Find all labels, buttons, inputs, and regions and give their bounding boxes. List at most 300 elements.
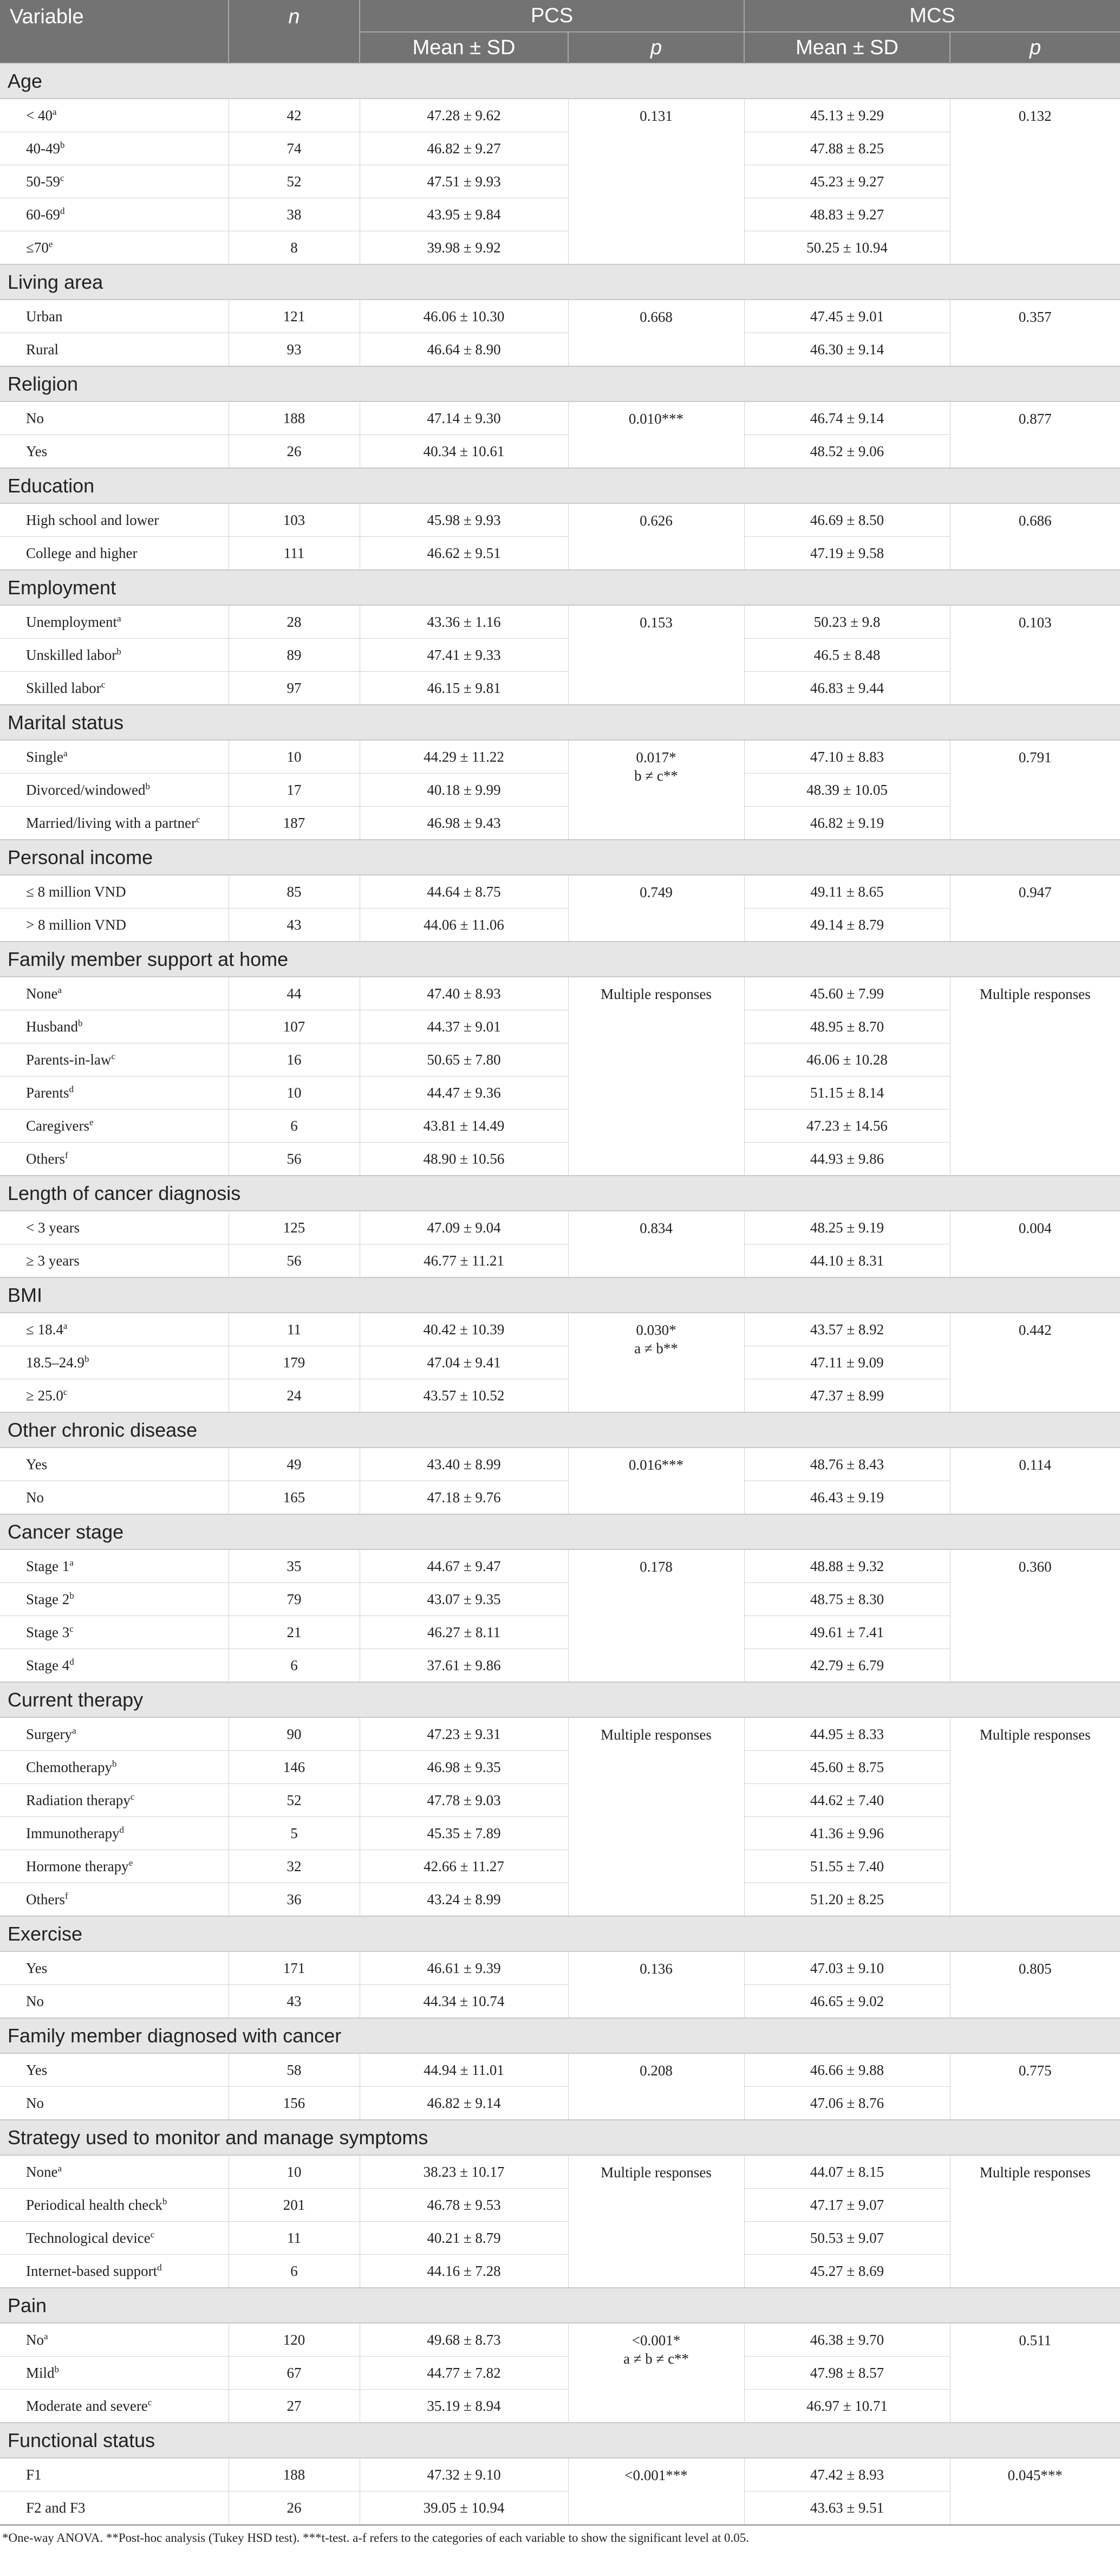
row-label: College and higher xyxy=(26,544,138,561)
row-mcs-mean-sd: 49.11 ± 8.65 xyxy=(744,875,950,909)
row-mcs-mean-sd: 49.14 ± 8.79 xyxy=(744,909,950,942)
pcs-p-value: 0.016*** xyxy=(568,1448,744,1514)
row-pcs-mean-sd: 43.24 ± 8.99 xyxy=(360,1883,568,1917)
category-superscript: a xyxy=(72,1725,76,1736)
row-n: 11 xyxy=(229,1313,360,1346)
mcs-p-value: 0.877 xyxy=(950,401,1120,468)
row-n: 10 xyxy=(229,740,360,774)
mcs-p-value: 0.511 xyxy=(950,2323,1120,2423)
row-label: Married/living with a partner xyxy=(26,814,197,831)
category-superscript: c xyxy=(101,679,106,690)
mcs-p-value: 0.805 xyxy=(950,1951,1120,2018)
section-title: Length of cancer diagnosis xyxy=(0,1176,1120,1211)
table-row xyxy=(0,875,1120,909)
row-mcs-mean-sd: 50.53 ± 9.07 xyxy=(744,2222,950,2255)
row-pcs-mean-sd: 46.98 ± 9.43 xyxy=(360,807,568,840)
row-n: 52 xyxy=(229,165,360,198)
row-n: 89 xyxy=(229,639,360,672)
row-label: Husband xyxy=(26,1018,78,1035)
category-superscript: e xyxy=(48,238,53,249)
row-n: 44 xyxy=(229,977,360,1010)
row-label: Radiation therapy xyxy=(26,1792,131,1808)
row-mcs-mean-sd: 48.39 ± 10.05 xyxy=(744,774,950,807)
row-mcs-mean-sd: 45.27 ± 8.69 xyxy=(744,2255,950,2288)
row-n: 165 xyxy=(229,1481,360,1515)
row-n: 26 xyxy=(229,2491,360,2525)
row-variable xyxy=(0,2357,229,2390)
section-header xyxy=(0,366,1120,401)
row-mcs-mean-sd: 46.30 ± 9.14 xyxy=(744,333,950,367)
section-header xyxy=(0,1916,1120,1951)
row-variable xyxy=(0,1211,229,1244)
row-mcs-mean-sd: 51.55 ± 7.40 xyxy=(744,1850,950,1883)
row-label: ≤ 18.4 xyxy=(26,1321,63,1338)
row-mcs-mean-sd: 47.06 ± 8.76 xyxy=(744,2087,950,2120)
row-label: High school and lower xyxy=(26,511,159,528)
row-mcs-mean-sd: 45.60 ± 7.99 xyxy=(744,977,950,1010)
table-footnote: *One-way ANOVA. **Post-hoc analysis (Tukey HSD test). ***t-test. a-f refers to the categories of each variable to show the significant level at 0.05. xyxy=(0,2525,1120,2545)
section-header xyxy=(0,63,1120,99)
row-n: 21 xyxy=(229,1616,360,1649)
table-row xyxy=(0,2458,1120,2491)
row-n: 120 xyxy=(229,2323,360,2357)
row-mcs-mean-sd: 48.25 ± 9.19 xyxy=(744,1211,950,1244)
row-n: 6 xyxy=(229,1109,360,1143)
row-n: 24 xyxy=(229,1379,360,1413)
row-variable xyxy=(0,2053,229,2087)
row-n: 36 xyxy=(229,1883,360,1917)
row-label: None xyxy=(26,2163,58,2180)
row-mcs-mean-sd: 46.65 ± 9.02 xyxy=(744,1985,950,2019)
section-header xyxy=(0,1412,1120,1448)
row-mcs-mean-sd: 46.82 ± 9.19 xyxy=(744,807,950,840)
row-mcs-mean-sd: 46.69 ± 8.50 xyxy=(744,503,950,537)
header-variable: Variable xyxy=(0,0,229,63)
pcs-p-value: 0.131 xyxy=(568,99,744,264)
section-title: Personal income xyxy=(0,840,1120,875)
row-mcs-mean-sd: 47.98 ± 8.57 xyxy=(744,2357,950,2390)
row-variable xyxy=(0,1043,229,1076)
row-variable xyxy=(0,99,229,132)
row-n: 43 xyxy=(229,909,360,942)
row-variable xyxy=(0,2255,229,2288)
row-mcs-mean-sd: 46.83 ± 9.44 xyxy=(744,672,950,705)
row-n: 17 xyxy=(229,774,360,807)
row-label: Chemotherapy xyxy=(26,1759,112,1775)
row-n: 79 xyxy=(229,1583,360,1616)
row-pcs-mean-sd: 43.57 ± 10.52 xyxy=(360,1379,568,1413)
row-pcs-mean-sd: 46.61 ± 9.39 xyxy=(360,1951,568,1985)
row-n: 52 xyxy=(229,1784,360,1817)
row-variable xyxy=(0,977,229,1010)
pcs-p-value: <0.001*** xyxy=(568,2458,744,2525)
category-superscript: b xyxy=(78,1017,83,1028)
section-title: Functional status xyxy=(0,2423,1120,2458)
pcs-p-value: 0.626 xyxy=(568,503,744,570)
header-pcs: PCS xyxy=(360,0,744,32)
row-label: Immunotherapy xyxy=(26,1825,120,1841)
table-row xyxy=(0,99,1120,132)
row-mcs-mean-sd: 47.42 ± 8.93 xyxy=(744,2458,950,2491)
row-label: Yes xyxy=(26,1456,48,1472)
row-label: Unskilled labor xyxy=(26,646,117,663)
row-n: 27 xyxy=(229,2390,360,2423)
row-pcs-mean-sd: 43.81 ± 14.49 xyxy=(360,1109,568,1143)
row-n: 11 xyxy=(229,2222,360,2255)
row-label: No xyxy=(26,410,44,426)
row-mcs-mean-sd: 45.60 ± 8.75 xyxy=(744,1751,950,1784)
row-pcs-mean-sd: 47.40 ± 8.93 xyxy=(360,977,568,1010)
row-pcs-mean-sd: 44.37 ± 9.01 xyxy=(360,1010,568,1043)
row-variable xyxy=(0,1549,229,1583)
category-superscript: b xyxy=(84,1353,89,1364)
row-mcs-mean-sd: 47.37 ± 8.99 xyxy=(744,1379,950,1413)
category-superscript: c xyxy=(150,2229,155,2240)
table-row xyxy=(0,740,1120,774)
row-n: 5 xyxy=(229,1817,360,1850)
row-pcs-mean-sd: 46.82 ± 9.14 xyxy=(360,2087,568,2120)
row-variable xyxy=(0,774,229,807)
section-header xyxy=(0,2120,1120,2155)
row-mcs-mean-sd: 47.45 ± 9.01 xyxy=(744,300,950,333)
row-variable xyxy=(0,1817,229,1850)
row-label: Others xyxy=(26,1150,65,1167)
mcs-p-value: 0.360 xyxy=(950,1549,1120,1682)
row-n: 93 xyxy=(229,333,360,367)
row-pcs-mean-sd: 46.27 ± 8.11 xyxy=(360,1616,568,1649)
row-label: F2 and F3 xyxy=(26,2499,86,2516)
pcs-p-value: 0.017* b ≠ c** xyxy=(568,740,744,840)
row-pcs-mean-sd: 47.04 ± 9.41 xyxy=(360,1346,568,1379)
row-label: 60-69 xyxy=(26,206,60,223)
row-label: Stage 2 xyxy=(26,1591,70,1607)
row-variable xyxy=(0,333,229,367)
row-n: 188 xyxy=(229,2458,360,2491)
row-mcs-mean-sd: 44.10 ± 8.31 xyxy=(744,1244,950,1278)
row-variable xyxy=(0,1951,229,1985)
row-variable xyxy=(0,1346,229,1379)
mcs-p-value: 0.114 xyxy=(950,1448,1120,1514)
row-label: Parents-in-law xyxy=(26,1051,112,1068)
row-n: 179 xyxy=(229,1346,360,1379)
row-n: 8 xyxy=(229,231,360,265)
row-mcs-mean-sd: 49.61 ± 7.41 xyxy=(744,1616,950,1649)
row-variable xyxy=(0,875,229,909)
row-pcs-mean-sd: 43.40 ± 8.99 xyxy=(360,1448,568,1481)
row-pcs-mean-sd: 46.82 ± 9.27 xyxy=(360,132,568,165)
row-label: Caregivers xyxy=(26,1117,89,1134)
row-mcs-mean-sd: 45.13 ± 9.29 xyxy=(744,99,950,132)
row-n: 6 xyxy=(229,1649,360,1683)
category-superscript: b xyxy=(60,139,65,150)
row-variable xyxy=(0,909,229,942)
row-n: 32 xyxy=(229,1850,360,1883)
row-pcs-mean-sd: 47.23 ± 9.31 xyxy=(360,1717,568,1751)
pcs-p-value: 0.153 xyxy=(568,605,744,705)
row-label: 50-59 xyxy=(26,173,60,190)
section-title: Pain xyxy=(0,2288,1120,2323)
row-variable xyxy=(0,2390,229,2423)
section-header xyxy=(0,468,1120,503)
table-row xyxy=(0,1717,1120,1751)
category-superscript: d xyxy=(157,2262,162,2273)
table-body xyxy=(0,63,1120,2525)
row-mcs-mean-sd: 51.20 ± 8.25 xyxy=(744,1883,950,1917)
row-pcs-mean-sd: 47.51 ± 9.93 xyxy=(360,165,568,198)
pcs-p-value: Multiple responses xyxy=(568,1717,744,1916)
mcs-p-value: 0.004 xyxy=(950,1211,1120,1277)
row-variable xyxy=(0,231,229,265)
row-variable xyxy=(0,300,229,333)
row-variable xyxy=(0,2458,229,2491)
row-pcs-mean-sd: 43.07 ± 9.35 xyxy=(360,1583,568,1616)
row-variable xyxy=(0,435,229,469)
section-title: Strategy used to monitor and manage symptoms xyxy=(0,2120,1120,2155)
category-superscript: a xyxy=(57,2163,62,2173)
category-superscript: c xyxy=(196,814,200,825)
row-pcs-mean-sd: 44.94 ± 11.01 xyxy=(360,2053,568,2087)
row-pcs-mean-sd: 40.21 ± 8.79 xyxy=(360,2222,568,2255)
row-mcs-mean-sd: 50.25 ± 10.94 xyxy=(744,231,950,265)
mcs-p-value: 0.357 xyxy=(950,300,1120,366)
section-header xyxy=(0,1176,1120,1211)
mcs-p-value: 0.442 xyxy=(950,1313,1120,1412)
row-pcs-mean-sd: 48.90 ± 10.56 xyxy=(360,1143,568,1176)
pcs-p-value: Multiple responses xyxy=(568,2155,744,2288)
row-label: Yes xyxy=(26,2061,48,2078)
table-row xyxy=(0,977,1120,1010)
row-variable xyxy=(0,1751,229,1784)
row-n: 111 xyxy=(229,537,360,570)
row-variable xyxy=(0,2087,229,2120)
category-superscript: d xyxy=(119,1824,124,1835)
row-mcs-mean-sd: 46.06 ± 10.28 xyxy=(744,1043,950,1076)
table-header xyxy=(0,0,1120,63)
row-label: Yes xyxy=(26,443,48,459)
row-n: 74 xyxy=(229,132,360,165)
row-n: 125 xyxy=(229,1211,360,1244)
row-n: 6 xyxy=(229,2255,360,2288)
table-row xyxy=(0,2155,1120,2189)
row-mcs-mean-sd: 48.52 ± 9.06 xyxy=(744,435,950,469)
row-n: 26 xyxy=(229,435,360,469)
mcs-p-value: 0.775 xyxy=(950,2053,1120,2120)
row-variable xyxy=(0,1883,229,1917)
table-row xyxy=(0,1211,1120,1244)
row-mcs-mean-sd: 48.75 ± 8.30 xyxy=(744,1583,950,1616)
row-mcs-mean-sd: 48.83 ± 9.27 xyxy=(744,198,950,231)
row-pcs-mean-sd: 46.06 ± 10.30 xyxy=(360,300,568,333)
row-variable xyxy=(0,503,229,537)
row-n: 35 xyxy=(229,1549,360,1583)
table-row xyxy=(0,1951,1120,1985)
row-mcs-mean-sd: 46.43 ± 9.19 xyxy=(744,1481,950,1515)
row-pcs-mean-sd: 46.62 ± 9.51 xyxy=(360,537,568,570)
section-title: Age xyxy=(0,63,1120,99)
row-variable xyxy=(0,1616,229,1649)
row-n: 56 xyxy=(229,1244,360,1278)
table-row xyxy=(0,300,1120,333)
row-pcs-mean-sd: 44.06 ± 11.06 xyxy=(360,909,568,942)
row-variable xyxy=(0,1649,229,1683)
mcs-p-value: Multiple responses xyxy=(950,2155,1120,2288)
category-superscript: d xyxy=(60,205,65,216)
row-label: 40-49 xyxy=(26,140,60,157)
row-mcs-mean-sd: 48.76 ± 8.43 xyxy=(744,1448,950,1481)
category-superscript: b xyxy=(112,1758,117,1769)
row-pcs-mean-sd: 42.66 ± 11.27 xyxy=(360,1850,568,1883)
section-header xyxy=(0,570,1120,605)
row-n: 43 xyxy=(229,1985,360,2019)
row-variable xyxy=(0,1076,229,1109)
row-label: 18.5–24.9 xyxy=(26,1354,84,1371)
row-n: 16 xyxy=(229,1043,360,1076)
pcs-p-value: 0.030* a ≠ b** xyxy=(568,1313,744,1412)
row-variable xyxy=(0,165,229,198)
category-superscript: a xyxy=(52,106,57,117)
row-pcs-mean-sd: 38.23 ± 10.17 xyxy=(360,2155,568,2189)
section-title: Religion xyxy=(0,366,1120,401)
row-mcs-mean-sd: 51.15 ± 8.14 xyxy=(744,1076,950,1109)
row-mcs-mean-sd: 48.88 ± 9.32 xyxy=(744,1549,950,1583)
row-pcs-mean-sd: 46.15 ± 9.81 xyxy=(360,672,568,705)
row-variable xyxy=(0,672,229,705)
table-row xyxy=(0,401,1120,435)
section-header xyxy=(0,1277,1120,1313)
row-n: 201 xyxy=(229,2189,360,2222)
row-mcs-mean-sd: 43.63 ± 9.51 xyxy=(744,2491,950,2525)
category-superscript: a xyxy=(57,984,62,995)
table-row xyxy=(0,1549,1120,1583)
row-mcs-mean-sd: 47.11 ± 9.09 xyxy=(744,1346,950,1379)
section-title: Employment xyxy=(0,570,1120,605)
row-mcs-mean-sd: 46.66 ± 9.88 xyxy=(744,2053,950,2087)
header-pcs-mean-sd: Mean ± SD xyxy=(360,32,568,63)
mcs-p-value: Multiple responses xyxy=(950,1717,1120,1916)
category-superscript: a xyxy=(63,748,68,758)
row-variable xyxy=(0,2155,229,2189)
row-mcs-mean-sd: 46.74 ± 9.14 xyxy=(744,401,950,435)
category-superscript: c xyxy=(63,1386,68,1397)
row-pcs-mean-sd: 47.32 ± 9.10 xyxy=(360,2458,568,2491)
row-n: 97 xyxy=(229,672,360,705)
section-title: Family member diagnosed with cancer xyxy=(0,2018,1120,2053)
row-label: > 8 million VND xyxy=(26,916,126,933)
row-variable xyxy=(0,401,229,435)
row-pcs-mean-sd: 47.78 ± 9.03 xyxy=(360,1784,568,1817)
row-pcs-mean-sd: 39.98 ± 9.92 xyxy=(360,231,568,265)
row-n: 56 xyxy=(229,1143,360,1176)
table-row xyxy=(0,2053,1120,2087)
row-pcs-mean-sd: 45.35 ± 7.89 xyxy=(360,1817,568,1850)
section-header xyxy=(0,840,1120,875)
section-title: Education xyxy=(0,468,1120,503)
row-pcs-mean-sd: 44.67 ± 9.47 xyxy=(360,1549,568,1583)
row-n: 10 xyxy=(229,2155,360,2189)
row-variable xyxy=(0,2323,229,2357)
row-label: < 3 years xyxy=(26,1219,80,1236)
row-n: 90 xyxy=(229,1717,360,1751)
category-superscript: c xyxy=(130,1791,135,1802)
row-variable xyxy=(0,1583,229,1616)
row-label: Stage 1 xyxy=(26,1558,70,1574)
row-n: 156 xyxy=(229,2087,360,2120)
row-mcs-mean-sd: 44.93 ± 9.86 xyxy=(744,1143,950,1176)
row-label: Rural xyxy=(26,341,58,358)
row-mcs-mean-sd: 41.36 ± 9.96 xyxy=(744,1817,950,1850)
mcs-p-value: 0.947 xyxy=(950,875,1120,942)
category-superscript: f xyxy=(64,1890,68,1901)
header-mcs-mean-sd: Mean ± SD xyxy=(744,32,950,63)
row-mcs-mean-sd: 45.23 ± 9.27 xyxy=(744,165,950,198)
row-label: Others xyxy=(26,1891,65,1907)
category-superscript: a xyxy=(116,613,121,624)
table-row xyxy=(0,1448,1120,1481)
section-title: Cancer stage xyxy=(0,1514,1120,1549)
row-label: No xyxy=(26,2331,44,2348)
header-mcs: MCS xyxy=(744,0,1120,32)
row-label: Stage 4 xyxy=(26,1657,70,1673)
row-label: Urban xyxy=(26,308,63,325)
row-n: 28 xyxy=(229,605,360,639)
pcs-p-value: 0.136 xyxy=(568,1951,744,2018)
row-variable xyxy=(0,1313,229,1346)
row-pcs-mean-sd: 46.98 ± 9.35 xyxy=(360,1751,568,1784)
row-n: 10 xyxy=(229,1076,360,1109)
row-mcs-mean-sd: 47.88 ± 8.25 xyxy=(744,132,950,165)
row-n: 188 xyxy=(229,401,360,435)
row-label: Moderate and severe xyxy=(26,2397,148,2414)
row-n: 187 xyxy=(229,807,360,840)
mcs-p-value: 0.791 xyxy=(950,740,1120,840)
row-n: 67 xyxy=(229,2357,360,2390)
row-label: No xyxy=(26,2094,44,2111)
section-title: Other chronic disease xyxy=(0,1412,1120,1448)
section-title: BMI xyxy=(0,1277,1120,1313)
category-superscript: d xyxy=(69,1656,74,1667)
row-label: Mild xyxy=(26,2364,55,2381)
category-superscript: b xyxy=(162,2196,167,2207)
row-label: Stage 3 xyxy=(26,1624,70,1640)
row-n: 146 xyxy=(229,1751,360,1784)
row-pcs-mean-sd: 44.29 ± 11.22 xyxy=(360,740,568,774)
category-superscript: c xyxy=(60,172,64,183)
pcs-p-value: 0.208 xyxy=(568,2053,744,2120)
row-pcs-mean-sd: 44.77 ± 7.82 xyxy=(360,2357,568,2390)
row-n: 85 xyxy=(229,875,360,909)
row-n: 103 xyxy=(229,503,360,537)
row-pcs-mean-sd: 44.47 ± 9.36 xyxy=(360,1076,568,1109)
row-variable xyxy=(0,807,229,840)
category-superscript: c xyxy=(69,1623,74,1634)
table-row xyxy=(0,2323,1120,2357)
row-mcs-mean-sd: 47.19 ± 9.58 xyxy=(744,537,950,570)
category-superscript: a xyxy=(44,2331,48,2341)
section-title: Marital status xyxy=(0,705,1120,740)
section-header xyxy=(0,264,1120,300)
row-variable xyxy=(0,1985,229,2019)
row-pcs-mean-sd: 47.14 ± 9.30 xyxy=(360,401,568,435)
row-variable xyxy=(0,537,229,570)
row-mcs-mean-sd: 44.95 ± 8.33 xyxy=(744,1717,950,1751)
mcs-p-value: Multiple responses xyxy=(950,977,1120,1176)
row-pcs-mean-sd: 49.68 ± 8.73 xyxy=(360,2323,568,2357)
header-n: n xyxy=(229,0,360,63)
pcs-p-value: 0.010*** xyxy=(568,401,744,468)
row-pcs-mean-sd: 40.18 ± 9.99 xyxy=(360,774,568,807)
row-variable xyxy=(0,1481,229,1515)
row-variable xyxy=(0,1448,229,1481)
